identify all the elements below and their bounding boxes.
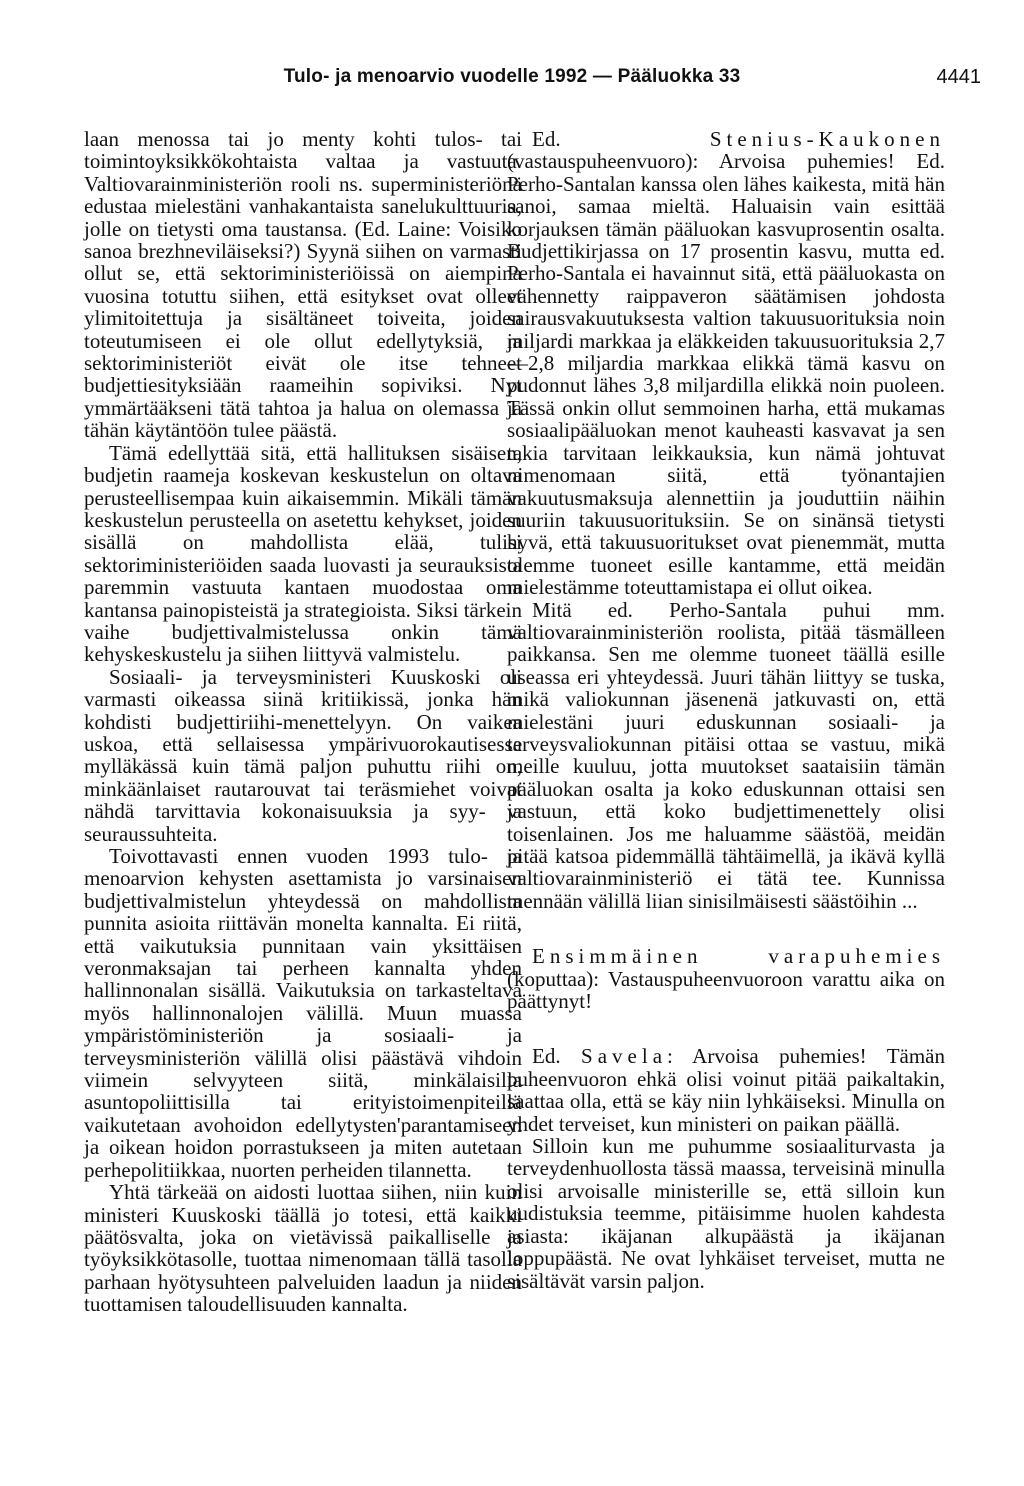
paragraph: Tämä edellyttää sitä, että hallituksen sisäisen, budjetin raameja koskevan keskustelun on oltava perusteellisempaa kuin aikaisemmin. Mikäli tämän keskustelun perusteella on asetettu kehykset, joiden sisällä on mahdollista elää, tulisi sektoriministeriöiden saada luovasti ja seurauksista paremmin vastuuta kantaen muodostaa oma kantansa painopisteistä ja strategioista. Siksi tärkein vaihe budjettivalmistelussa onkin tämä kehyskeskustelu ja siihen liittyvä valmistelu. (84, 440, 522, 667)
paragraph: Silloin kun me puhumme sosiaaliturvasta ja terveydenhuollosta tässä maassa, terveisinä minulla olisi arvoisalle ministerille se, että silloin kun uudistuksia teemme, pitäisimme huolen kahdesta asiasta: ikäjanan alkupäästä ja ikäjanan loppupäästä. Ne ovat lyhkäiset terveiset, mutta ne sisältävät varsin paljon. (507, 1134, 945, 1293)
paragraph: Mitä ed. Perho-Santala puhui mm. valtiovarainministeriön roolista, pitää täsmälleen paikkansa. Sen me olemme tuoneet täällä esille useassa eri yhteydessä. Juuri tähän liittyy se tuska, mikä valiokunnan jäsenenä jatkuvasti on, että mielestäni juuri eduskunnan sosiaali- ja terveysvaliokunnan pitäisi ottaa se vastuu, mikä meille kuuluu, jotta muutokset saataisiin tämän pääluokan osalta ja koko eduskunnan ottaisi sen vastuun, että koko budjettimenettely olisi toisenlainen. Jos me haluamme säästöä, meidän pitää katsoa pidemmällä tähtäimellä, ja ikävä kyllä valtiovarainministeriö ei tätä tee. Kunnissa mennään välillä liian sinisilmäisesti säästöihin ... (507, 597, 945, 913)
paragraph: Yhtä tärkeää on aidosti luottaa siihen, niin kuin ministeri Kuuskoski täällä jo totesi, että kaikki päätösvalta, joka on vietävissä paikalliselle ja työyksikkötasolle, tuottaa nimenomaan tällä tasolla parhaan hyötysuhteen palveluiden laadun ja niiden tuottamisen taloudellisuuden kannalta. (84, 1180, 522, 1317)
speech-text: (vastauspuheenvuoro): Arvoisa puhemies! Ed. Perho-Santalan kanssa olen lähes kaikesta, mitä hän sanoi, samaa mieltä. Haluaisin vain esittää korjauksen tämän pääluokan kasvuprosentin osalta. Budjettikirjassa on 17 prosentin kasvu, mutta ed. Perho-Santala ei havainnut sitä, että pääluokasta on vähennetty raippaveron säätämisen johdosta sairausvakuutuksesta valtion takuusuorituksia noin miljardi markkaa ja eläkkeiden takuusuorituksia 2,7—2,8 miljardia markkaa elikkä tämä kasvu on pudonnut lähes 3,8 miljardilla elikkä noin puoleen. Tässä onkin ollut semmoinen harha, että mukamas sosiaalipääluokan menot kauheasti kasvavat ja sen takia tarvitaan leikkauksia, kun nämä johtuvat nimenomaan siitä, että työnantajien vakuutusmaksuja alennettiin ja jouduttiin näihin suuriin takuusuorituksiin. Se on sinänsä tietysti hyvä, että takuusuoritukset ovat pienemmät, mutta olemme tuoneet esille kantamme, että meidän mielestämme toteuttamistapa ei ollut oikea. (507, 149, 945, 600)
left-column (84, 128, 522, 1316)
speech-text: : Arvoisa puhemies! Tämän puheenvuoron ehkä olisi voinut pitää paikaltakin, saattaa olla, että se käy niin lyhkäiseksi. Minulla on yhdet terveiset, kun ministeri on paikan päällä. (507, 1044, 945, 1136)
paragraph: Toivottavasti ennen vuoden 1993 tulo- ja menoarvion kehysten asettamista jo varsinaisen budjettivalmistelun yhteydessä on mahdollista punnita asioita riittävän monelta kannalta. Ei riitä, että vaikutuksia punnitaan vain yksittäisen veronmaksajan tai perheen kannalta yhden hallinnonalan sisällä. Vaikutuksia on tarkasteltava myös hallinnonalojen välillä. Muun muassa ympäristöministeriön ja sosiaali- ja terveysministeriön välillä olisi päästävä vihdoin viimein selvyyteen siitä, minkälaisilla asuntopoliittisilla tai erityistoimenpiteillä vaikutetaan avohoidon edellytysten'parantamiseen ja oikean hoidon porrastukseen ja miten autetaan perhepolitiikkaa, nuorten perheiden tilannetta. (84, 844, 522, 1182)
speech-savela (507, 1045, 945, 1135)
speaker-name: Ensimmäinen varapuhemies (532, 944, 945, 969)
speech-first-deputy-speaker (507, 945, 945, 1012)
speech-text: (koputtaa): Vastauspuheenvuoroon varattu aika on päättynyt! (507, 966, 945, 1014)
speaker-name: Stenius-Kaukonen (709, 127, 945, 151)
running-header-title: Tulo- ja menoarvio vuodelle 1992 — Pääluokka 33 (283, 66, 741, 87)
paragraph: laan menossa tai jo menty kohti tulos- tai toimintoyksikkökohtaista valtaa ja vastuuta. Valtiovarainministeriön rooli ns. superministeriönä edustaa mielestäni vanhakantaista sanelukulttuuria, jolle on tietysti oma taustansa. (Ed. Laine: Voisiko sanoa brezhneviläiseksi?) Syynä siihen on varmasti ollut se, että sektoriministeriöissä on aiempina vuosina totuttu siihen, että esitykset ovat olleet ylimitoitettuja ja sisältäneet toiveita, joiden toteutumiseen ei ole ollut edellytyksiä, ja sektoriministeriöt eivät ole itse tehneet budjettiesityksiään raameihin sopiviksi. Nyt ymmärtääkseni tätä tahtoa ja halua on olemassa ja tähän käytäntöön tulee päästä. (84, 127, 522, 443)
speaker-prefix: Ed. (532, 1044, 561, 1069)
speech-stenius-kaukonen (507, 128, 945, 599)
speaker-name: Savela (581, 1044, 668, 1069)
paragraph: Sosiaali- ja terveysministeri Kuuskoski oli varmasti oikeassa siinä kritiikissä, jonka hän kohdisti budjettiriihi-menettelyyn. On vaikea uskoa, että sellaisessa ympärivuorokautisessa mylläkässä kuin tämä paljon puhuttu riihi on, minkäänlaiset rautarouvat tai teräsmiehet voivat nähdä tarvittavia kokonaisuuksia ja syy- ja seuraussuhteita. (84, 664, 522, 846)
speaker-prefix: Ed. (532, 127, 561, 151)
right-column (507, 128, 945, 1292)
page-number: 4441 (936, 66, 981, 88)
